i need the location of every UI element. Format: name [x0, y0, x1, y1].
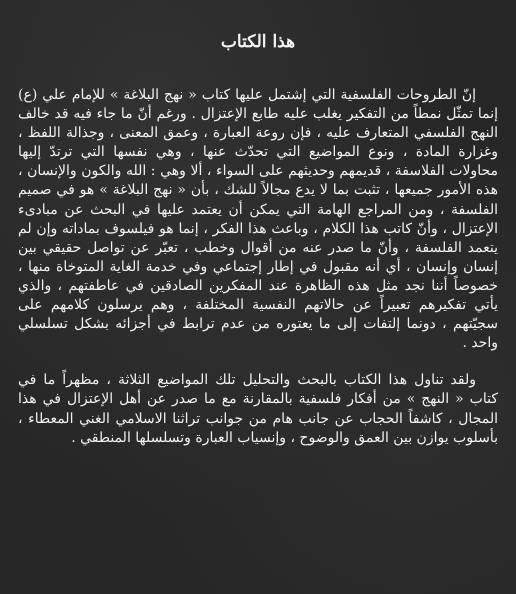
paragraph-2: ولقد تناول هذا الكتاب بالبحث والتحليل تلك المواضيع الثلاثة ، مظهراً ما في كتاب « النهج » من أفكار فلسفية بالمقارنة مع ما صدر عن أهل الإعتزال في هذا المجال ، كاشفاً الحجاب عن جانب هام من جوانب تراثنا الاسلامي الغني المعطاء ، بأسلوب يوازن بين العمق والوضوح ، وإنسياب العبارة وتسلسلها المنطقي .: [18, 372, 498, 446]
paragraph-1: إنّ الطروحات الفلسفية التي إشتمل عليها كتاب « نهج البلاغة » للإمام علي (ع) إنما تمثّل نمطاً من التفكير يغلب عليه طابع الإعتزال . ورغم أنّ ما جاء فيه قد خالف النهج الفلسفي المتعارف عليه ، فإن روعة العبارة ، وعمق المعنى ، وجذالة اللفظ ، وغزارة المادة ، ونوع المواضيع التي تحدّث عنها ، وهي نفسها التي ترتدّ إليها محاولات الفلاسفة ، قديمهم وحديثهم على السواء ، ألا وهي : الله والكون والإنسان ، هذه الأمور جميعها ، تثبت بما لا يدع مجالاً للشك ، بأن « نهج البلاغة » هو في صميم الفلسفة ، ومن المراجع الهامة التي يمكن أن يعتمد عليها في البحث عن مبادىء الإعتزال ، وأنّ كاتب هذا الكلام ، وباعث هذا الفكر ، إنما هو فيلسوف بماداته وإن لم يتعمد الفلسفة ، وأنّ ما صدر عنه من أقوال وخطب ، تعبّر عن تواصل حقيقي بين إنسان وإنسان ، أي أنه مقبول في إطار إجتماعي وفي خدمة الغاية المتوخاة منها ، خصوصاً أننا نجد مثل هذه الظاهرة عند المفكرين الصادقين في عاطفتهم ، والذي يأتي تفكيرهم تعبيراً عن حالاتهم النفسية المختلفة ، وهم يرسلون كلامهم على سجيّتهم ، دونما إلتفات إلى ما يعتوره من عدم ترابط في أجزائه بشكل تسلسلي واحد .: [18, 87, 498, 352]
page-title: هذا الكتاب: [220, 32, 296, 52]
page-body: [18, 86, 498, 448]
